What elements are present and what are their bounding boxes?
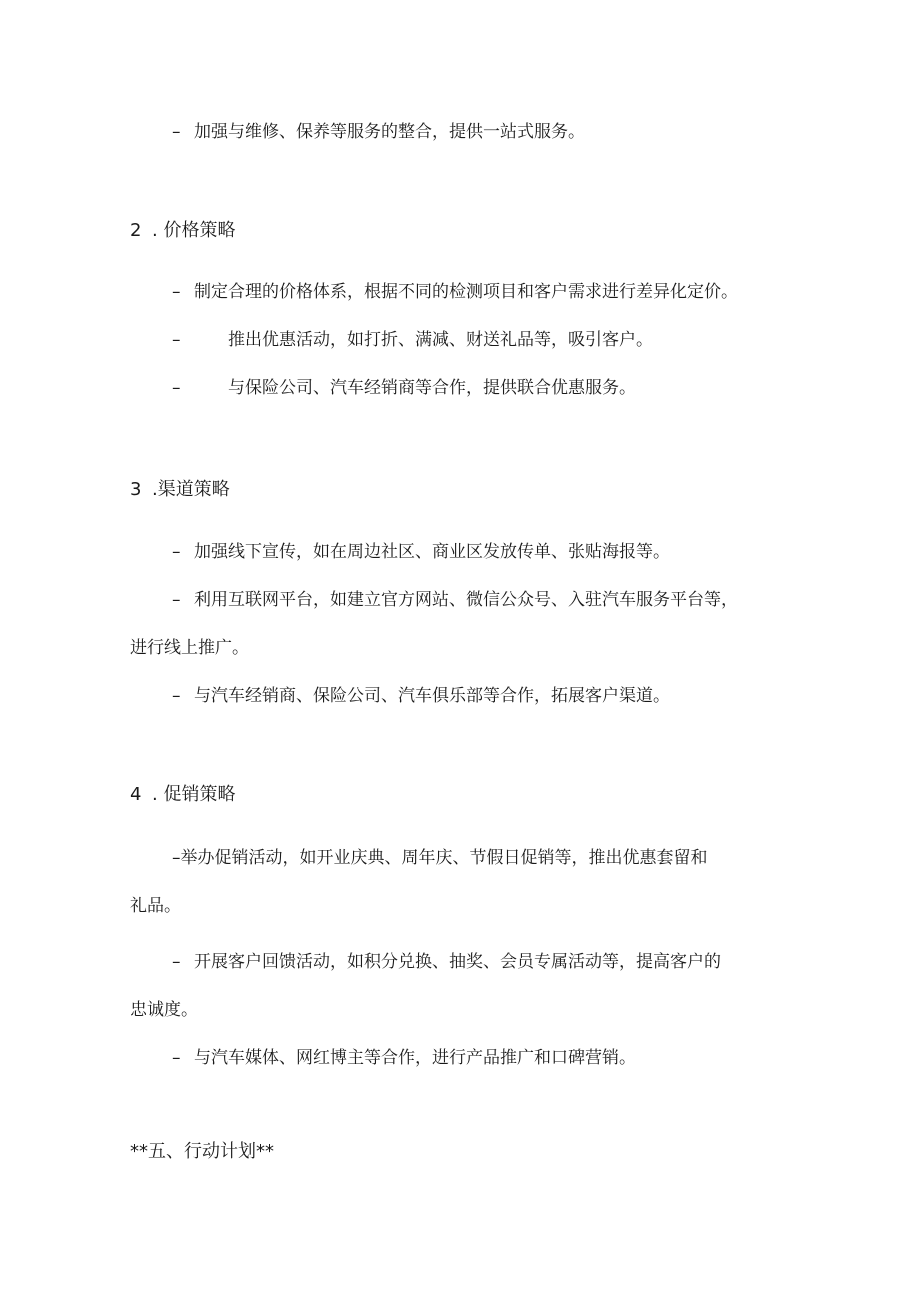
bullet-text: 推出优惠活动，如打折、满减、财送礼品等，吸引客户。: [228, 330, 653, 350]
bullet-item: [172, 684, 670, 708]
bullet-item: [172, 846, 708, 870]
bullet-item: [172, 540, 670, 564]
section-heading: [130, 219, 235, 243]
section-heading: [130, 478, 230, 502]
bullet-text: 礼品。: [130, 896, 181, 916]
bullet-text: 利用互联网平台，如建立官方网站、微信公众号、入驻汽车服务平台等，: [194, 590, 738, 610]
section-title: .渠道策略: [152, 479, 230, 500]
bullet-item: [172, 950, 721, 974]
dash-marker: –: [172, 590, 181, 610]
dash-marker: –: [172, 1048, 181, 1068]
section-number: 3: [130, 479, 142, 500]
bullet-item: [172, 588, 738, 612]
bullet-text: 加强线下宣传，如在周边社区、商业区发放传单、张贴海报等。: [194, 542, 670, 562]
bullet-text: 忠诚度。: [130, 1000, 198, 1020]
dash-marker: –: [172, 952, 181, 972]
bullet-item: [172, 328, 653, 352]
section-title: . 促销策略: [152, 784, 236, 805]
dash-marker: –: [172, 542, 181, 562]
dash-marker: –: [172, 686, 181, 706]
bullet-continuation: [130, 894, 181, 918]
bullet-text: 进行线上推广。: [130, 638, 249, 658]
bullet-continuation: [130, 636, 249, 660]
section-heading: [130, 1140, 274, 1164]
section-title: . 价格策略: [152, 220, 236, 241]
bullet-text: 与汽车媒体、网红博主等合作，进行产品推广和口碑营销。: [194, 1048, 636, 1068]
bullet-item: [172, 1046, 636, 1070]
bullet-continuation: [130, 998, 198, 1022]
dash-marker: –: [172, 122, 181, 142]
bullet-text: –举办促销活动，如开业庆典、周年庆、节假日促销等，推出优惠套留和: [172, 848, 708, 868]
section-heading: [130, 783, 235, 807]
section-number: 2: [130, 220, 142, 241]
bullet-text: 加强与维修、保养等服务的整合，提供一站式服务。: [194, 122, 585, 142]
bullet-item: [172, 376, 636, 400]
bullet-text: 与汽车经销商、保险公司、汽车俱乐部等合作，拓展客户渠道。: [194, 686, 670, 706]
bullet-text: 与保险公司、汽车经销商等合作，提供联合优惠服务。: [228, 378, 636, 398]
section-number: 4: [130, 784, 142, 805]
bullet-item: [172, 120, 585, 144]
bullet-item: [172, 280, 738, 304]
dash-marker: –: [172, 282, 181, 302]
dash-marker: –: [172, 378, 181, 398]
bullet-text: 制定合理的价格体系，根据不同的检测项目和客户需求进行差异化定价。: [194, 282, 738, 302]
section-title: **五、行动计划**: [130, 1141, 274, 1162]
bullet-text: 开展客户回馈活动，如积分兑换、抽奖、会员专属活动等，提高客户的: [194, 952, 721, 972]
dash-marker: –: [172, 330, 181, 350]
